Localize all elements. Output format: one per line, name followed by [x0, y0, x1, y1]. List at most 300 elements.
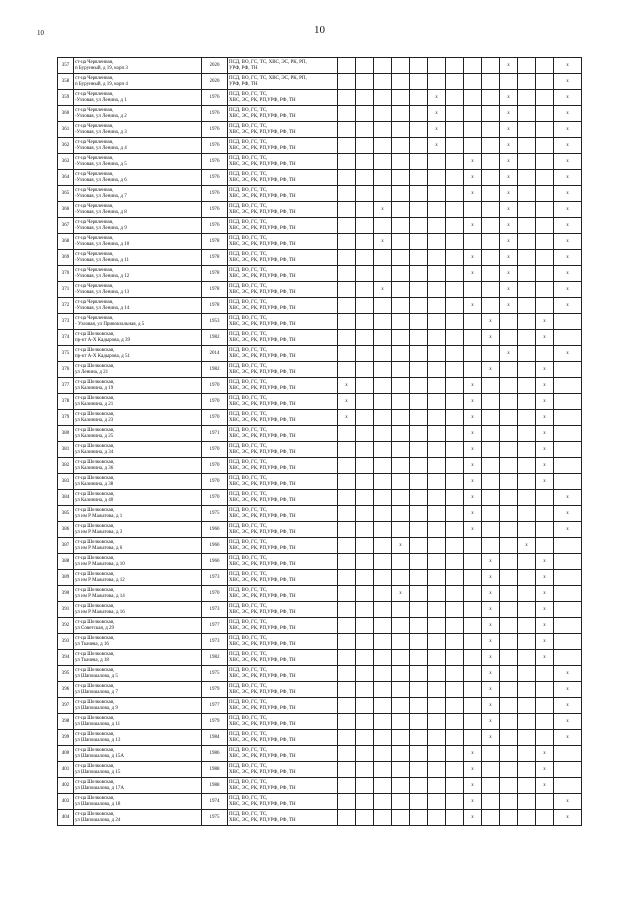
mark-cell-10 — [500, 202, 518, 218]
address-street: ул Шапошалова, д 15А — [75, 753, 124, 759]
mark-cell-3 — [374, 522, 392, 538]
mark-value: x — [489, 718, 492, 724]
mark-value: x — [566, 670, 569, 676]
mark-cell-11 — [518, 90, 536, 106]
mark-cell-7 — [446, 634, 464, 650]
resources-line-1: ПСД, ВО, ГС, ТС, — [229, 283, 268, 289]
mark-cell-11 — [518, 698, 536, 714]
mark-value: x — [471, 254, 474, 260]
mark-cell-6 — [428, 138, 446, 154]
mark-value: x — [543, 574, 546, 580]
mark-cell-5 — [410, 218, 428, 234]
mark-cell-6 — [428, 586, 446, 602]
resources-line-2: ХВС, ЭС, РК, РП,УРФ, РФ, ТН — [229, 385, 296, 391]
mark-cell-1 — [338, 362, 356, 378]
mark-cell-11 — [518, 538, 536, 554]
mark-cell-12 — [536, 490, 554, 506]
mark-cell-5 — [410, 170, 428, 186]
resources-line-2: ХВС, ЭС, РК, РП,УРФ, РФ, ТН — [229, 145, 296, 151]
mark-cell-2 — [356, 698, 374, 714]
row-number-cell — [58, 90, 74, 106]
address-street: ул им Р Мажатова, д 14 — [75, 593, 125, 599]
resources-line-1: ПСД, ВО, ГС, ТС, — [229, 651, 268, 657]
mark-cell-12 — [536, 426, 554, 442]
table-row — [58, 714, 582, 730]
mark-cell-2 — [356, 330, 374, 346]
year-cell — [202, 442, 228, 458]
mark-cell-4 — [392, 442, 410, 458]
mark-cell-5 — [410, 426, 428, 442]
mark-value: x — [543, 398, 546, 404]
mark-cell-9 — [482, 442, 500, 458]
mark-cell-3 — [374, 458, 392, 474]
mark-value: x — [489, 654, 492, 660]
mark-cell-10 — [500, 458, 518, 474]
mark-cell-4 — [392, 714, 410, 730]
mark-cell-11 — [518, 426, 536, 442]
address-settlement: ст-ца Шелковская, — [75, 715, 115, 721]
mark-cell-3 — [374, 74, 392, 90]
mark-cell-7 — [446, 266, 464, 282]
mark-cell-10 — [500, 378, 518, 394]
resources-cell — [228, 250, 338, 266]
mark-cell-11 — [518, 378, 536, 394]
mark-cell-8 — [464, 266, 482, 282]
resources-cell — [228, 218, 338, 234]
mark-cell-8 — [464, 106, 482, 122]
mark-cell-6 — [428, 506, 446, 522]
mark-cell-5 — [410, 554, 428, 570]
mark-value: x — [345, 382, 348, 388]
resources-cell — [228, 762, 338, 778]
mark-cell-13 — [554, 394, 582, 410]
mark-cell-8 — [464, 634, 482, 650]
address-settlement: ст-ца Шелковская, — [75, 763, 115, 769]
mark-value: x — [381, 206, 384, 212]
mark-cell-1 — [338, 810, 356, 826]
year-cell — [202, 106, 228, 122]
mark-cell-2 — [356, 794, 374, 810]
mark-value: x — [507, 126, 510, 132]
mark-cell-11 — [518, 810, 536, 826]
mark-value: x — [489, 638, 492, 644]
mark-cell-13 — [554, 154, 582, 170]
mark-cell-13 — [554, 602, 582, 618]
mark-cell-6 — [428, 58, 446, 74]
mark-cell-12 — [536, 810, 554, 826]
row-number-cell — [58, 586, 74, 602]
row-number: 375 — [61, 350, 70, 356]
mark-cell-13 — [554, 138, 582, 154]
mark-cell-9 — [482, 170, 500, 186]
table-row — [58, 570, 582, 586]
mark-cell-1 — [338, 634, 356, 650]
mark-cell-1 — [338, 730, 356, 746]
mark-cell-1 — [338, 234, 356, 250]
year-cell — [202, 538, 228, 554]
mark-value: x — [507, 350, 510, 356]
address-street: ул Ткачева, д 16 — [75, 641, 109, 647]
mark-cell-13 — [554, 538, 582, 554]
mark-cell-6 — [428, 682, 446, 698]
mark-value: x — [566, 174, 569, 180]
mark-cell-12 — [536, 570, 554, 586]
mark-value: x — [471, 190, 474, 196]
mark-cell-8 — [464, 282, 482, 298]
mark-cell-9 — [482, 106, 500, 122]
year-cell — [202, 314, 228, 330]
address-settlement: ст-ца Червленная, — [75, 75, 114, 81]
resources-line-1: ПСД, ВО, ГС, ТС, — [229, 795, 268, 801]
mark-cell-13 — [554, 458, 582, 474]
address-settlement: ст-ца Шелковская, — [75, 411, 115, 417]
mark-value: x — [489, 334, 492, 340]
year-cell — [202, 266, 228, 282]
mark-cell-12 — [536, 682, 554, 698]
mark-value: x — [399, 542, 402, 548]
mark-cell-5 — [410, 506, 428, 522]
mark-cell-5 — [410, 458, 428, 474]
mark-cell-4 — [392, 618, 410, 634]
build-year: 1976 — [209, 142, 220, 148]
mark-cell-5 — [410, 650, 428, 666]
mark-cell-1 — [338, 202, 356, 218]
mark-cell-12 — [536, 666, 554, 682]
mark-cell-6 — [428, 730, 446, 746]
mark-cell-11 — [518, 618, 536, 634]
resources-line-1: ПСД, ВО, ГС, ТС, — [229, 155, 268, 161]
row-number-cell — [58, 810, 74, 826]
mark-cell-2 — [356, 762, 374, 778]
build-year: 1970 — [209, 382, 220, 388]
mark-cell-13 — [554, 410, 582, 426]
row-number-cell — [58, 682, 74, 698]
resources-line-2: ХВС, ЭС, РК, РП,УРФ, РФ, ТН — [229, 689, 296, 695]
resources-cell — [228, 426, 338, 442]
mark-cell-13 — [554, 698, 582, 714]
resources-line-1: ПСД, ВО, ГС, ТС, — [229, 507, 268, 513]
mark-cell-2 — [356, 234, 374, 250]
row-number-cell — [58, 634, 74, 650]
mark-value: x — [507, 206, 510, 212]
address-cell — [74, 458, 202, 474]
mark-cell-9 — [482, 58, 500, 74]
resources-cell — [228, 346, 338, 362]
mark-cell-4 — [392, 298, 410, 314]
mark-cell-1 — [338, 378, 356, 394]
mark-cell-1 — [338, 442, 356, 458]
address-settlement: ст-ца Шелковская, — [75, 331, 115, 337]
row-number: 389 — [61, 574, 70, 580]
mark-cell-7 — [446, 362, 464, 378]
build-year: 1978 — [209, 254, 220, 260]
mark-cell-9 — [482, 266, 500, 282]
resources-line-2: УРФ, РФ, ТН — [229, 65, 258, 71]
mark-cell-3 — [374, 650, 392, 666]
mark-cell-6 — [428, 746, 446, 762]
mark-cell-13 — [554, 730, 582, 746]
mark-cell-8 — [464, 698, 482, 714]
resources-line-1: ПСД, ВО, ГС, ТС, ХВС, ЭС, РК, РП, — [229, 59, 307, 65]
mark-cell-7 — [446, 170, 464, 186]
mark-cell-9 — [482, 74, 500, 90]
row-number-cell — [58, 186, 74, 202]
mark-cell-13 — [554, 58, 582, 74]
mark-cell-8 — [464, 810, 482, 826]
mark-cell-9 — [482, 682, 500, 698]
mark-cell-3 — [374, 314, 392, 330]
build-year: 1977 — [209, 702, 220, 708]
resources-line-1: ПСД, ВО, ГС, ТС, — [229, 107, 268, 113]
mark-cell-9 — [482, 746, 500, 762]
address-street: ул Шапошалова, д 13 — [75, 737, 121, 743]
mark-value: x — [507, 190, 510, 196]
mark-cell-4 — [392, 650, 410, 666]
resources-line-1: ПСД, ВО, ГС, ТС, — [229, 731, 268, 737]
address-settlement: ст-ца Шелковская, — [75, 507, 115, 513]
mark-cell-5 — [410, 634, 428, 650]
address-cell — [74, 762, 202, 778]
address-street: -Узловая, ул Ленина, д 9 — [75, 225, 127, 231]
row-number: 381 — [61, 446, 70, 452]
mark-cell-3 — [374, 362, 392, 378]
mark-cell-7 — [446, 714, 464, 730]
mark-cell-9 — [482, 90, 500, 106]
mark-cell-1 — [338, 250, 356, 266]
address-settlement: ст-ца Червленная, — [75, 155, 114, 161]
mark-cell-2 — [356, 186, 374, 202]
mark-cell-7 — [446, 618, 464, 634]
build-year: 1975 — [209, 670, 220, 676]
mark-cell-9 — [482, 234, 500, 250]
row-number-cell — [58, 762, 74, 778]
row-number-cell — [58, 730, 74, 746]
mark-cell-2 — [356, 298, 374, 314]
year-cell — [202, 570, 228, 586]
mark-cell-8 — [464, 490, 482, 506]
row-number-cell — [58, 346, 74, 362]
address-cell — [74, 586, 202, 602]
row-number-cell — [58, 362, 74, 378]
mark-cell-12 — [536, 154, 554, 170]
year-cell — [202, 154, 228, 170]
mark-cell-12 — [536, 714, 554, 730]
mark-value: x — [566, 110, 569, 116]
mark-value: x — [566, 158, 569, 164]
mark-cell-8 — [464, 442, 482, 458]
mark-cell-11 — [518, 602, 536, 618]
resources-line-1: ПСД, ВО, ГС, ТС, — [229, 747, 268, 753]
address-street: ул Шапошалова, д 7 — [75, 689, 118, 695]
mark-cell-3 — [374, 634, 392, 650]
resources-line-2: ХВС, ЭС, РК, РП,УРФ, РФ, ТН — [229, 785, 296, 791]
row-number-cell — [58, 570, 74, 586]
resources-line-1: ПСД, ВО, ГС, ТС, — [229, 667, 268, 673]
mark-cell-5 — [410, 378, 428, 394]
mark-value: x — [471, 382, 474, 388]
address-cell — [74, 154, 202, 170]
address-settlement: ст-ца Шелковская, — [75, 651, 115, 657]
mark-cell-9 — [482, 794, 500, 810]
mark-cell-12 — [536, 282, 554, 298]
mark-cell-6 — [428, 250, 446, 266]
address-cell — [74, 634, 202, 650]
address-cell — [74, 266, 202, 282]
mark-cell-9 — [482, 634, 500, 650]
build-year: 2020 — [209, 78, 220, 84]
mark-cell-3 — [374, 602, 392, 618]
mark-cell-6 — [428, 762, 446, 778]
table-row — [58, 490, 582, 506]
mark-cell-10 — [500, 218, 518, 234]
mark-cell-4 — [392, 570, 410, 586]
mark-cell-5 — [410, 778, 428, 794]
resources-line-2: ХВС, ЭС, РК, РП,УРФ, РФ, ТН — [229, 801, 296, 807]
address-settlement: ст-ца Червленная, — [75, 251, 114, 257]
mark-cell-2 — [356, 58, 374, 74]
address-cell — [74, 714, 202, 730]
mark-cell-13 — [554, 554, 582, 570]
mark-cell-11 — [518, 410, 536, 426]
year-cell — [202, 202, 228, 218]
mark-value: x — [345, 414, 348, 420]
mark-value: x — [566, 206, 569, 212]
address-street: -Узловая, ул Ленина, д 14 — [75, 305, 130, 311]
resources-line-2: ХВС, ЭС, РК, РП,УРФ, РФ, ТН — [229, 225, 296, 231]
year-cell — [202, 138, 228, 154]
resources-line-1: ПСД, ВО, ГС, ТС, — [229, 603, 268, 609]
mark-cell-2 — [356, 554, 374, 570]
mark-cell-9 — [482, 250, 500, 266]
mark-cell-7 — [446, 234, 464, 250]
mark-cell-1 — [338, 218, 356, 234]
resources-line-1: ПСД, ВО, ГС, ТС, ХВС, ЭС, РК, РП, — [229, 75, 307, 81]
address-cell — [74, 474, 202, 490]
mark-cell-5 — [410, 746, 428, 762]
mark-value: x — [435, 142, 438, 148]
mark-value: x — [489, 670, 492, 676]
resources-cell — [228, 794, 338, 810]
mark-cell-13 — [554, 378, 582, 394]
table-row — [58, 650, 582, 666]
mark-cell-10 — [500, 682, 518, 698]
year-cell — [202, 234, 228, 250]
mark-cell-2 — [356, 778, 374, 794]
year-cell — [202, 186, 228, 202]
mark-cell-10 — [500, 154, 518, 170]
mark-value: x — [566, 510, 569, 516]
address-settlement: ст-ца Шелковская, — [75, 619, 115, 625]
mark-cell-12 — [536, 410, 554, 426]
year-cell — [202, 634, 228, 650]
table-row — [58, 138, 582, 154]
mark-cell-9 — [482, 714, 500, 730]
mark-cell-1 — [338, 602, 356, 618]
mark-cell-6 — [428, 330, 446, 346]
year-cell — [202, 90, 228, 106]
address-cell — [74, 362, 202, 378]
resources-cell — [228, 202, 338, 218]
row-number-cell — [58, 538, 74, 554]
build-year: 1977 — [209, 622, 220, 628]
address-street: -Узловая, ул Ленина, д 2 — [75, 113, 127, 119]
address-cell — [74, 602, 202, 618]
mark-cell-11 — [518, 586, 536, 602]
mark-cell-7 — [446, 570, 464, 586]
mark-cell-6 — [428, 650, 446, 666]
mark-cell-1 — [338, 90, 356, 106]
mark-cell-2 — [356, 442, 374, 458]
address-settlement: ст-ца Шелковская, — [75, 635, 115, 641]
mark-cell-13 — [554, 714, 582, 730]
mark-cell-5 — [410, 202, 428, 218]
mark-cell-6 — [428, 778, 446, 794]
mark-cell-6 — [428, 410, 446, 426]
address-cell — [74, 426, 202, 442]
mark-cell-12 — [536, 90, 554, 106]
build-year: 1978 — [209, 286, 220, 292]
mark-cell-7 — [446, 650, 464, 666]
address-settlement: ст-ца Червленная, — [75, 299, 114, 305]
table-row — [58, 474, 582, 490]
address-settlement: ст-ца Шелковская, — [75, 363, 115, 369]
address-settlement: ст-ца Шелковская, — [75, 795, 115, 801]
year-cell — [202, 346, 228, 362]
mark-cell-13 — [554, 314, 582, 330]
mark-cell-13 — [554, 186, 582, 202]
resources-line-2: ХВС, ЭС, РК, РП,УРФ, РФ, ТН — [229, 593, 296, 599]
mark-cell-11 — [518, 394, 536, 410]
row-number: 394 — [61, 654, 70, 660]
mark-cell-10 — [500, 90, 518, 106]
mark-cell-3 — [374, 154, 392, 170]
mark-cell-7 — [446, 378, 464, 394]
mark-cell-9 — [482, 474, 500, 490]
mark-cell-12 — [536, 762, 554, 778]
row-number: 383 — [61, 478, 70, 484]
mark-cell-7 — [446, 490, 464, 506]
mark-cell-4 — [392, 58, 410, 74]
address-street: ул им Р Мажатова, д 6 — [75, 545, 123, 551]
resources-line-1: ПСД, ВО, ГС, ТС, — [229, 555, 268, 561]
address-cell — [74, 90, 202, 106]
row-number-cell — [58, 442, 74, 458]
mark-cell-2 — [356, 426, 374, 442]
resources-cell — [228, 58, 338, 74]
mark-value: x — [507, 142, 510, 148]
mark-cell-3 — [374, 106, 392, 122]
mark-cell-10 — [500, 730, 518, 746]
mark-cell-8 — [464, 682, 482, 698]
mark-cell-2 — [356, 106, 374, 122]
year-cell — [202, 490, 228, 506]
mark-cell-4 — [392, 602, 410, 618]
address-cell — [74, 410, 202, 426]
year-cell — [202, 554, 228, 570]
resources-line-2: ХВС, ЭС, РК, РП,УРФ, РФ, ТН — [229, 321, 296, 327]
table-row — [58, 154, 582, 170]
build-year: 1970 — [209, 590, 220, 596]
mark-value: x — [543, 478, 546, 484]
mark-cell-10 — [500, 554, 518, 570]
mark-cell-10 — [500, 442, 518, 458]
mark-cell-8 — [464, 602, 482, 618]
mark-value: x — [566, 78, 569, 84]
mark-cell-3 — [374, 778, 392, 794]
resources-line-2: ХВС, ЭС, РК, РП,УРФ, РФ, ТН — [229, 433, 296, 439]
table-row — [58, 426, 582, 442]
resources-line-1: ПСД, ВО, ГС, ТС, — [229, 331, 268, 337]
